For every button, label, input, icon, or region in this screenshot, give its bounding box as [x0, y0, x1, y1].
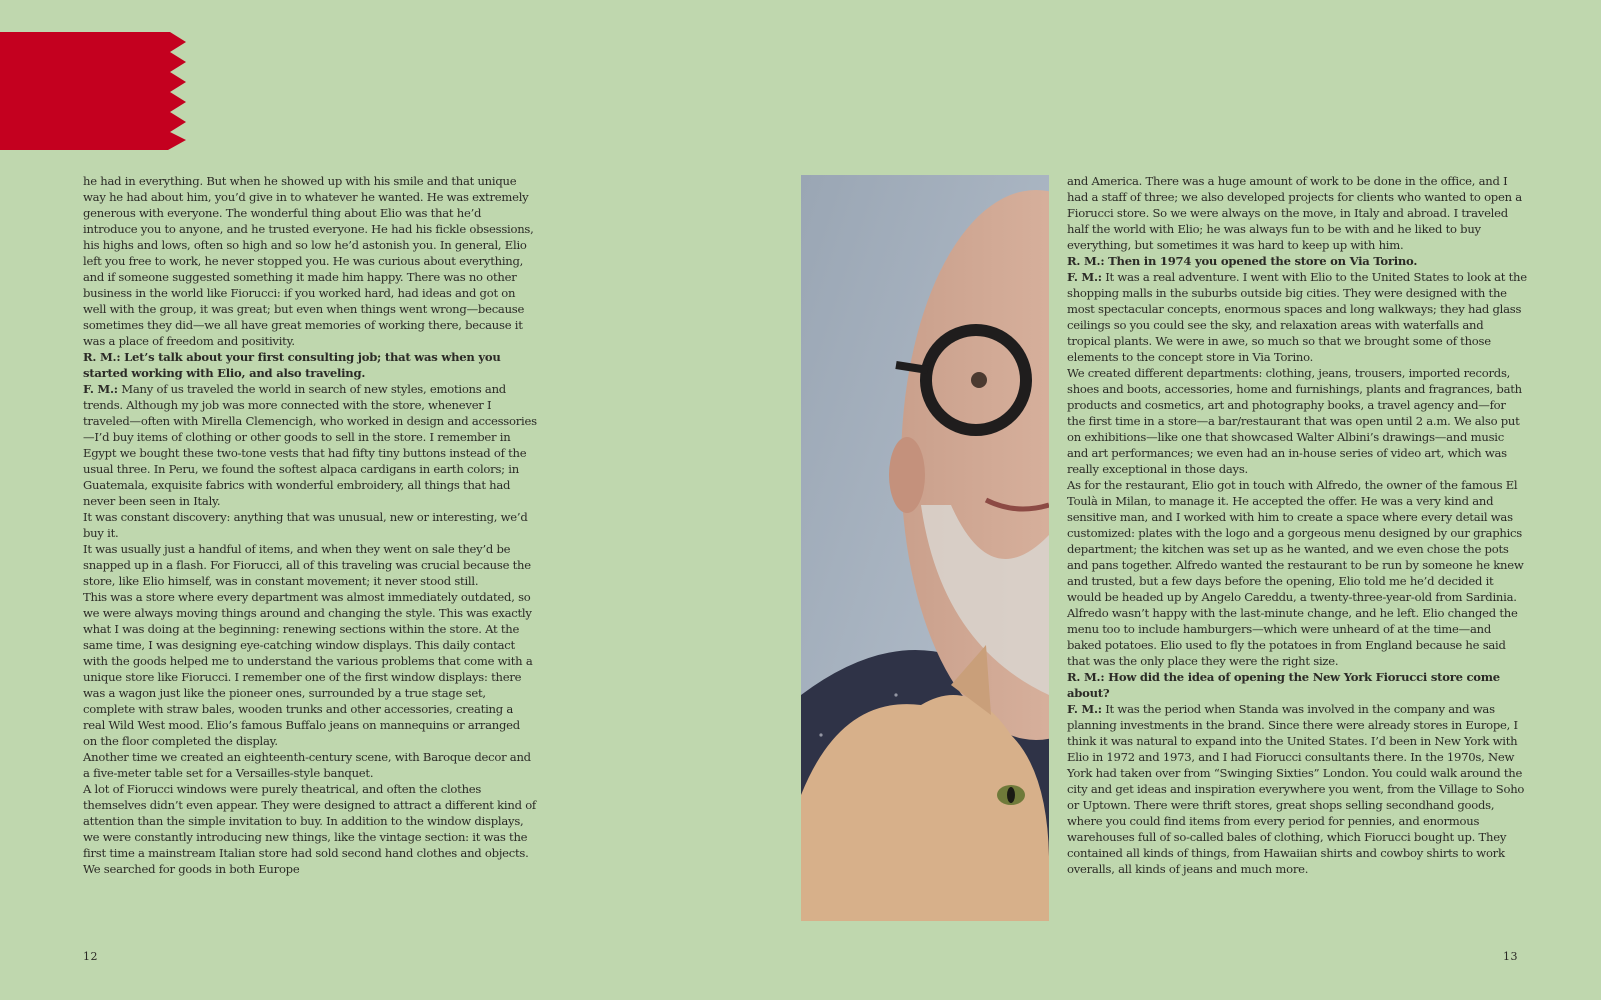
- answer-text: It was the period when Standa was involved in the company and was planning investments in the brand. Since there were already stores in Europe, I think it was natural to expand into the United States. I’d been in New York with Elio in 1972 and 1973, and I had Fiorucci consultants there. In the 1970s, New York had taken over from “Swinging Sixties” London. You could walk around the city and get ideas and inspiration everywhere you went, from the Village to Soho or Uptown. There were thrift stores, great shops selling secondhand goods, where you could find items from every period for pennies, and enormous warehouses full of so-called bales of clothing, which Fiorucci bought up. They contained all kinds of things, from Hawaiian shirts and cowboy shirts to work overalls, all kinds of jeans and much more.: [1067, 702, 1525, 876]
- answer-text: It was a real adventure. I went with Elio to the United States to look at the shopping malls in the suburbs outside big cities. They were designed with the most spectacular concepts, enormous spaces and long walkways; they had glass ceilings so you could see the sky, and relaxation areas with waterfalls and tropical plants. We were in awe, so much so that we brought some of those elements to the concept store in Via Torino.: [1067, 270, 1527, 364]
- left-text-column: [83, 173, 537, 877]
- interview-question: R. M.: Let’s talk about your first consulting job; that was when you started working with Elio, and also traveling.: [83, 350, 501, 380]
- speaker-label: F. M.:: [1067, 702, 1102, 716]
- portrait-photo: [801, 175, 1049, 921]
- paragraph: he had in everything. But when he showed up with his smile and that unique way he had about him, you’d give in to whatever he wanted. He was extremely generous with everyone. The wonderful thing about Elio was that he’d introduce you to anyone, and he trusted everyone. He had his fickle obsessions, his highs and lows, often so high and so low he’d astonish you. In general, Elio left you free to work, he never stopped you. He was curious about everything, and if someone suggested something it made him happy. There was no other business in the world like Fiorucci: if you worked hard, had ideas and got on well with the group, it was great; but even when things went wrong—because sometimes they did—we all have great memories of working there, because it was a place of freedom and positivity.: [83, 174, 534, 348]
- interview-answer: [1067, 701, 1527, 877]
- right-text-column: [1067, 173, 1527, 877]
- speaker-label: F. M.:: [1067, 270, 1102, 284]
- paragraph: It was constant discovery: anything that was unusual, new or interesting, we’d buy it.: [83, 510, 528, 540]
- interview-answer: [83, 381, 537, 509]
- interview-question: R. M.: Then in 1974 you opened the store on Via Torino.: [1067, 254, 1418, 268]
- paragraph: and America. There was a huge amount of work to be done in the office, and I had a staff of three; we also developed projects for clients who wanted to open a Fiorucci store. So we were always on the move, in Italy and abroad. I traveled half the world with Elio; he was always fun to be with and he liked to buy everything, but sometimes it was hard to keep up with him.: [1067, 174, 1522, 252]
- paragraph: We created different departments: clothing, jeans, trousers, imported records, shoes and boots, accessories, home and furnishings, plants and fragrances, bath products and cosmetics, art and photography books, a travel agency and—for the first time in a store—a bar/restaurant that was open until 2 a.m. We also put on exhibitions—like one that showcased Walter Albini’s drawings—and music and art performances; we even had an in-house series of video art, which was really exceptional in those days.: [1067, 366, 1522, 476]
- interview-answer: [1067, 269, 1527, 365]
- paragraph: As for the restaurant, Elio got in touch with Alfredo, the owner of the famous El Toulà in Milan, to manage it. He accepted the offer. He was a very kind and sensitive man, and I worked with him to create a space where every detail was customized: plates with the logo and a gorgeous menu designed by our graphics department; the kitchen was set up as he wanted, and we even chose the pots and pans together. Alfredo wanted the restaurant to be run by someone he knew and trusted, but a few days before the opening, Elio told me he’d decided it would be headed up by Angelo Careddu, a twenty-three-year-old from Sardinia. Alfredo wasn’t happy with the last-minute change, and he left. Elio changed the menu too to include hamburgers—which were unheard of at the time—and baked potatoes. Elio used to fly the potatoes in from England because he said that was the only place they were the right size.: [1067, 478, 1524, 668]
- paragraph: This was a store where every department was almost immediately outdated, so we were always moving things around and changing the style. This was exactly what I was doing at the beginning: renewing sections within the store. At the same time, I was designing eye-catching window displays. This daily contact with the goods helped me to understand the various problems that come with a unique store like Fiorucci. I remember one of the first window displays: there was a wagon just like the pioneer ones, surrounded by a true stage set, complete with straw bales, wooden trunks and other accessories, creating a real Wild West mood. Elio’s famous Buffalo jeans on mannequins or arranged on the floor completed the display.: [83, 590, 533, 748]
- paragraph: It was usually just a handful of items, and when they went on sale they’d be snapped up in a flash. For Fiorucci, all of this traveling was crucial because the store, like Elio himself, was in constant movement; it never stood still.: [83, 542, 531, 588]
- paragraph: A lot of Fiorucci windows were purely theatrical, and often the clothes themselves didn’t even appear. They were designed to attract a different kind of attention than the simple invitation to buy. In addition to the window displays, we were constantly introducing new things, like the vintage section: it was the first time a mainstream Italian store had sold second hand clothes and objects. We searched for goods in both Europe: [83, 782, 536, 876]
- page-number-right: 13: [1503, 950, 1518, 963]
- answer-text: Many of us traveled the world in search of new styles, emotions and trends. Although my job was more connected with the store, whenever I traveled—often with Mirella Clemencigh, who worked in design and accessories—I’d buy items of clothing or other goods to sell in the store. I remember in Egypt we bought these two-tone vests that had fifty tiny buttons instead of the usual three. In Peru, we found the softest alpaca cardigans in earth colors; in Guatemala, exquisite fabrics with wonderful embroidery, all things that had never been seen in Italy.: [83, 382, 537, 508]
- paragraph: Another time we created an eighteenth-century scene, with Baroque decor and a five-meter table set for a Versailles-style banquet.: [83, 750, 531, 780]
- speaker-label: F. M.:: [83, 382, 118, 396]
- red-tab-ornament: [0, 32, 186, 150]
- page-number-left: 12: [83, 950, 98, 963]
- interview-question: R. M.: How did the idea of opening the New York Fiorucci store come about?: [1067, 670, 1500, 700]
